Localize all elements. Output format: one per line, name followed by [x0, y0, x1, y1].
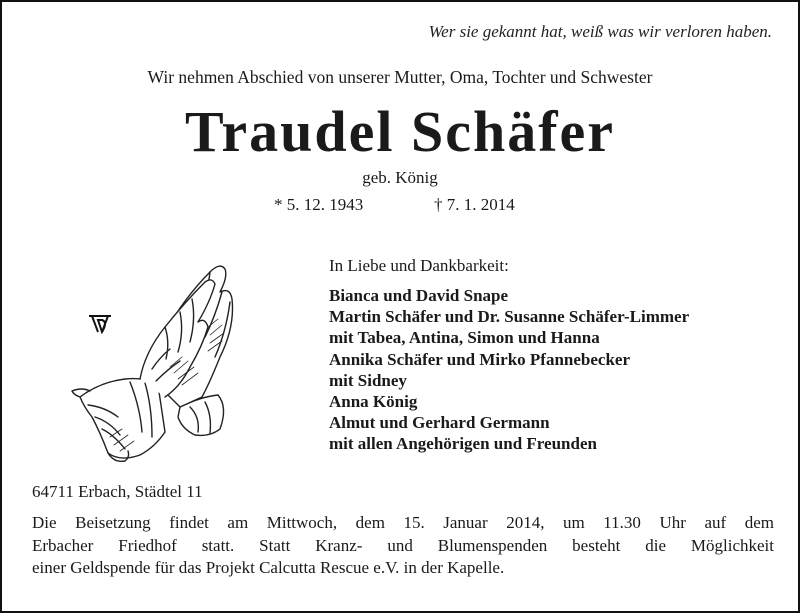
mourner-line: Annika Schäfer und Mirko Pfannebecker [329, 349, 630, 369]
mourners-list [329, 285, 689, 455]
funeral-line: Erbacher Friedhof statt. Statt Kranz- und Blumenspenden besteht die Möglichkeit [32, 535, 774, 555]
deceased-name: Traudel Schäfer [184, 99, 616, 164]
mourner-line: mit Tabea, Antina, Simon und Hanna [329, 328, 600, 348]
funeral-notice [32, 512, 774, 580]
thanks-heading: In Liebe und Dankbarkeit: [329, 256, 509, 275]
intro-line: Wir nehmen Abschied von unserer Mutter, Oma, Tochter und Schwester [147, 67, 653, 87]
funeral-line: Die Beisetzung findet am Mittwoch, dem 15. Januar 2014, um 11.30 Uhr auf dem [32, 513, 774, 532]
born-name: geb. König [362, 168, 438, 187]
mourner-line: Almut und Gerhard Germann [329, 413, 550, 433]
mourner-line: mit allen Angehörigen und Freunden [329, 434, 597, 454]
address: 64711 Erbach, Städtel 11 [32, 482, 203, 501]
birth-date: * 5. 12. 1943 [274, 195, 364, 214]
mourner-line: Bianca und David Snape [329, 286, 509, 305]
funeral-line: einer Geldspende für das Projekt Calcutta Rescue e.V. in der Kapelle. [32, 558, 505, 577]
mourner-line: Martin Schäfer und Dr. Susanne Schäfer-Limmer [329, 307, 690, 327]
mourner-line: mit Sidney [329, 370, 407, 390]
praying-hands-icon [70, 257, 245, 467]
mourner-line: Anna König [329, 392, 418, 412]
death-date: † 7. 1. 2014 [434, 195, 515, 214]
motto: Wer sie gekannt hat, weiß was wir verloren haben. [428, 22, 772, 41]
